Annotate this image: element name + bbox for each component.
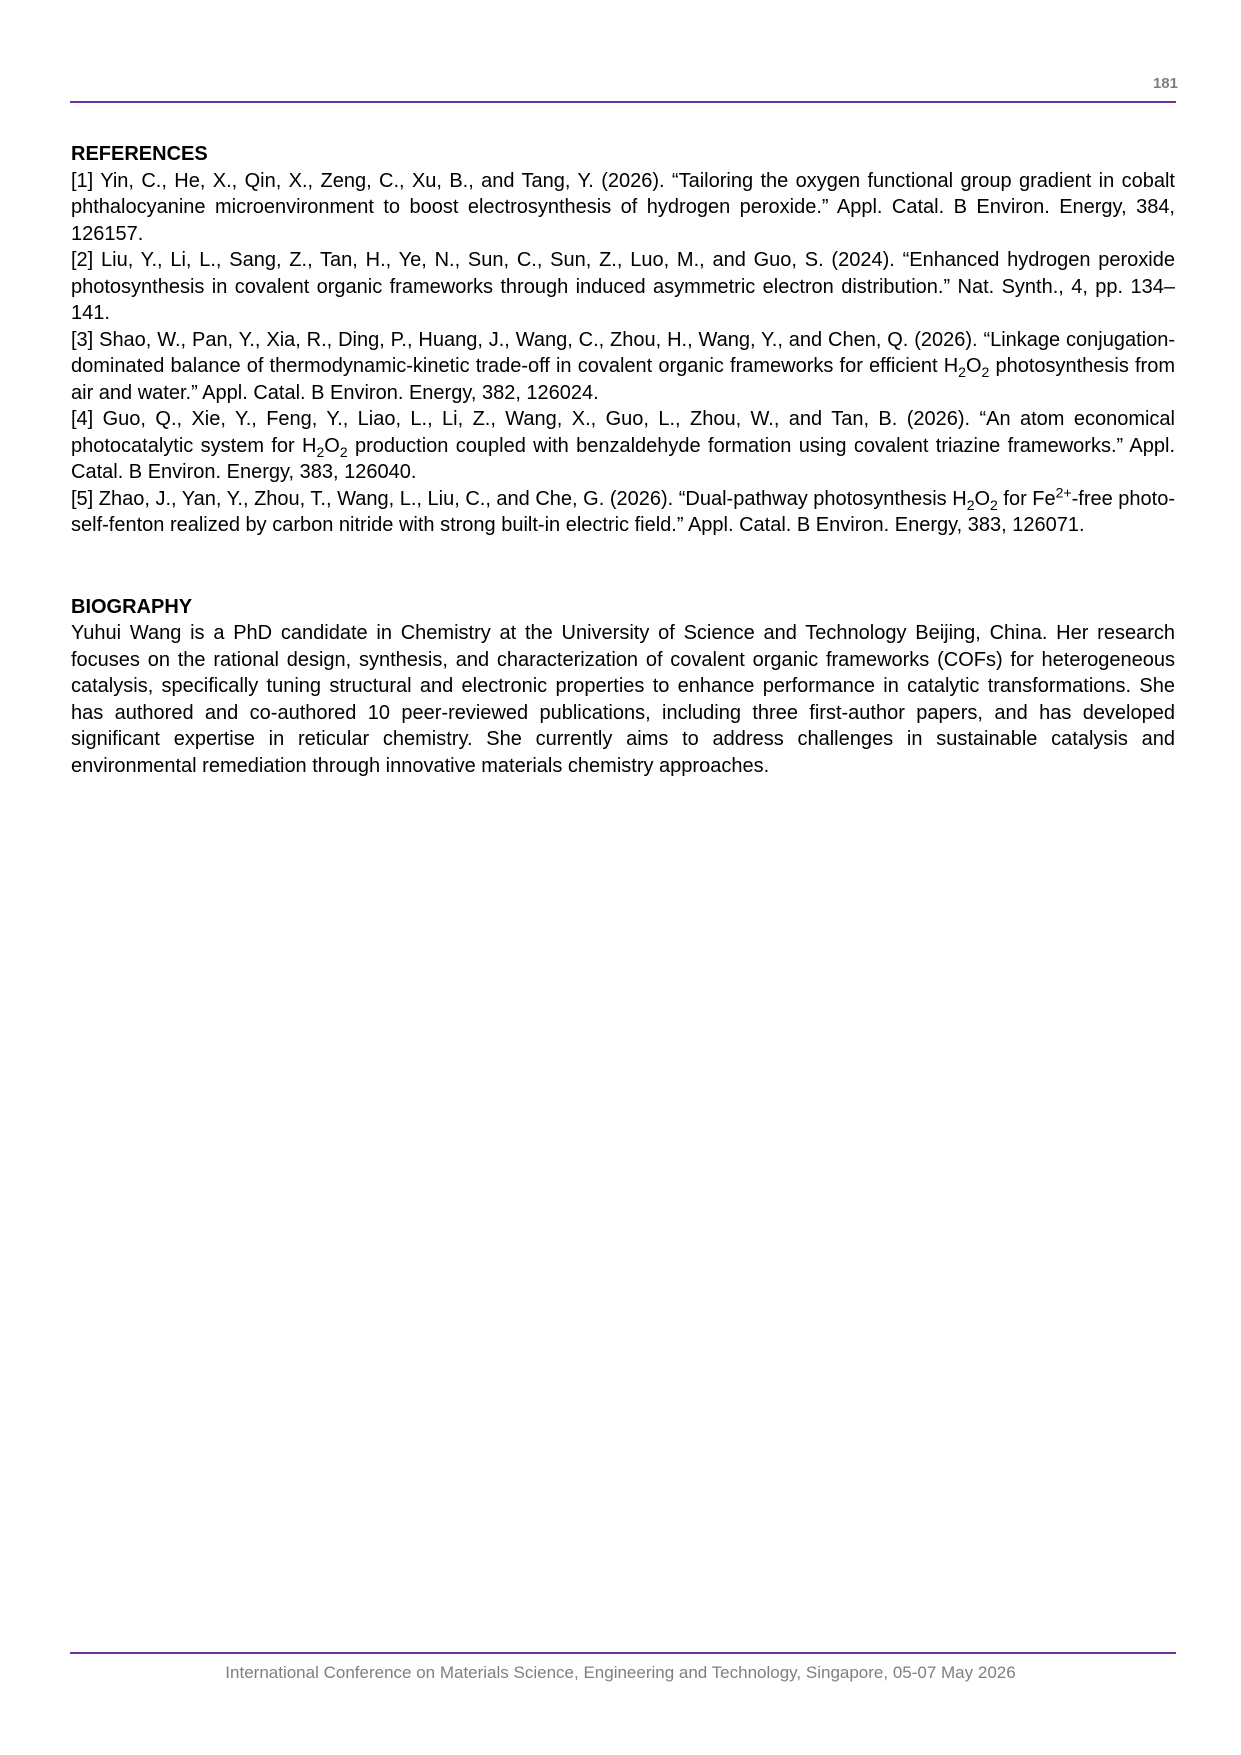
reference-item-2: [2] Liu, Y., Li, L., Sang, Z., Tan, H., Ye, N., Sun, C., Sun, Z., Luo, M., and Guo, S. (2024). “Enhanced hydrogen peroxide photosynthesis in covalent organic frameworks through induced asymmetric electron distribution.” Nat. Synth., 4, pp. 134–141. [71, 249, 1175, 324]
header-rule [70, 101, 1176, 103]
footer-rule [70, 1652, 1176, 1654]
subscript: 2 [339, 443, 348, 460]
reference-item-1: [1] Yin, C., He, X., Qin, X., Zeng, C., Xu, B., and Tang, Y. (2026). “Tailoring the oxygen functional group gradient in cobalt phthalocyanine microenvironment to boost electrosynthesis of hydrogen peroxide.” Appl. Catal. B Environ. Energy, 384, 126157. [71, 169, 1175, 245]
superscript: 2+ [1055, 483, 1072, 500]
subscript: 2 [316, 443, 325, 460]
footer-text: International Conference on Materials Science, Engineering and Technology, Singapore, 05-07 May 2026 [225, 1663, 1016, 1682]
subscript: 2 [966, 496, 975, 513]
reference-4-text-end: production coupled with benzaldehyde formation using covalent triazine frameworks.” Appl. Catal. B Environ. Energy, 383, 126040. [71, 434, 1175, 483]
reference-3-text-o: O [965, 355, 982, 377]
reference-5-text-fe: for Fe [997, 487, 1056, 510]
reference-3-text-end: photosynthesis from air and water.” Appl. Catal. B Environ. Energy, 382, 126024. [71, 355, 1175, 404]
subscript: 2 [990, 496, 998, 513]
references-section [71, 141, 1175, 539]
biography-section [71, 594, 1175, 780]
page-number: 181 [1152, 75, 1178, 92]
reference-5-text-start: [5] Zhao, J., Yan, Y., Zhou, T., Wang, L., Liu, C., and Che, G. (2026). “Dual-pathway photosynthesis H [71, 487, 967, 510]
biography-heading: BIOGRAPHY [71, 595, 193, 618]
reference-item-4 [71, 406, 1175, 486]
reference-5-text-o: O [974, 487, 991, 510]
biography-text: Yuhui Wang is a PhD candidate in Chemistry at the University of Science and Technology Beijing, China. Her research focuses on the rational design, synthesis, and characterization of covalent organic frameworks (COFs) for heterogeneous catalysis, specifically tuning structural and electronic properties to enhance performance in catalytic transformations. She has authored and co-authored 10 peer-reviewed publications, including three first-author papers, and has developed significant expertise in reticular chemistry. She currently aims to address challenges in sustainable catalysis and environmental remediation through innovative materials chemistry approaches. [71, 622, 1175, 777]
subscript: 2 [981, 364, 990, 380]
reference-4-text-o: O [324, 434, 340, 457]
subscript: 2 [958, 364, 966, 380]
reference-5-text-end: -free photo-self-fenton realized by carbon nitride with strong built-in electric field.” Appl. Catal. B Environ. Energy, 383, 126071. [71, 487, 1175, 536]
references-heading: REFERENCES [71, 143, 208, 165]
reference-4-text-start: [4] Guo, Q., Xie, Y., Feng, Y., Liao, L., Li, Z., Wang, X., Guo, L., Zhou, W., and Tan, B. (2026). “An atom economical photocatalytic system for H [71, 408, 1175, 457]
page-content [71, 141, 1175, 779]
reference-3-text-start: [3] Shao, W., Pan, Y., Xia, R., Ding, P., Huang, J., Wang, C., Zhou, H., Wang, Y., and Chen, Q. (2026). “Linkage conjugation-dominated balance of thermodynamic-kinetic trade-off in covalent organic frameworks for efficient H [71, 328, 1175, 377]
reference-item-5 [71, 483, 1175, 539]
reference-item-3 [71, 327, 1175, 407]
